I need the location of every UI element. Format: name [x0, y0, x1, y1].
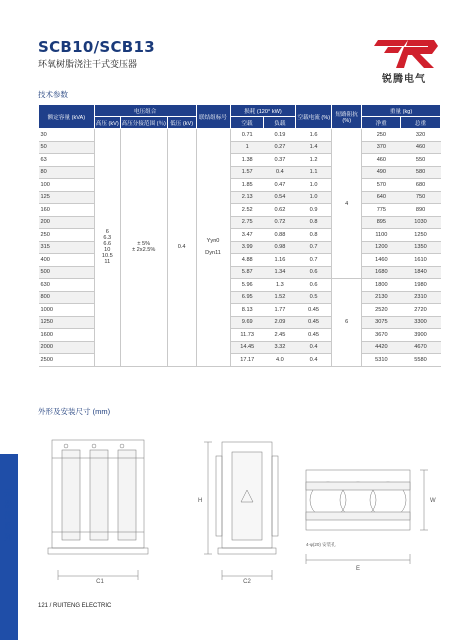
table-cell-net: 370	[362, 141, 401, 154]
table-cell-p0: 14.45	[230, 341, 264, 354]
table-cell-p0: 1	[230, 141, 264, 154]
dim-label-w: W	[430, 498, 436, 504]
page-title: SCB10/SCB13	[38, 38, 156, 56]
table-cell-net: 4420	[362, 341, 401, 354]
header-impedance: 短路阻抗 (%)	[332, 105, 362, 129]
table-cell-pk: 1.3	[264, 279, 296, 292]
table-cell-kva: 1000	[39, 304, 95, 317]
table-cell-i0: 0.4	[296, 354, 332, 367]
header-vector-group: 联结组标号	[196, 105, 230, 129]
table-cell-pk: 4.0	[264, 354, 296, 367]
top-view-drawing	[306, 470, 428, 564]
table-cell-gross: 3900	[401, 329, 441, 342]
front-view-drawing	[48, 440, 148, 580]
header-voltage-group: 电压组合	[94, 105, 196, 117]
page-subtitle: 环氧树脂浇注干式变压器	[38, 59, 138, 69]
table-cell-kva: 2000	[39, 341, 95, 354]
table-cell-kva: 2500	[39, 354, 95, 367]
dimension-drawings	[38, 420, 441, 585]
table-cell-gross: 460	[401, 141, 441, 154]
table-cell-i0: 1.6	[296, 129, 332, 142]
header-lv: 低压 (kV)	[167, 117, 196, 129]
table-cell-gross: 2310	[401, 291, 441, 304]
table-cell-p0: 4.88	[230, 254, 264, 267]
table-cell-net: 1800	[362, 279, 401, 292]
vector-group-cell: Yyn0 Dyn11	[196, 129, 230, 367]
impedance-cell-high: 6	[332, 279, 362, 367]
table-cell-kva: 400	[39, 254, 95, 267]
table-cell-p0: 2.52	[230, 204, 264, 217]
table-cell-gross: 1030	[401, 216, 441, 229]
table-cell-p0: 2.13	[230, 191, 264, 204]
header-weight-group: 重量 (kg)	[362, 105, 441, 117]
table-cell-gross: 1980	[401, 279, 441, 292]
table-cell-pk: 0.88	[264, 229, 296, 242]
table-cell-kva: 500	[39, 266, 95, 279]
table-cell-i0: 0.45	[296, 329, 332, 342]
table-cell-p0: 5.96	[230, 279, 264, 292]
table-cell-pk: 0.54	[264, 191, 296, 204]
table-cell-i0: 1.0	[296, 191, 332, 204]
table-cell-net: 775	[362, 204, 401, 217]
header-noload-current: 空载电流 (%)	[296, 105, 332, 129]
table-cell-pk: 1.34	[264, 266, 296, 279]
header-noload: 空载	[230, 117, 264, 129]
table-cell-i0: 0.45	[296, 304, 332, 317]
sidebar-band	[0, 454, 18, 640]
table-cell-gross: 2720	[401, 304, 441, 317]
table-cell-net: 570	[362, 179, 401, 192]
table-cell-kva: 160	[39, 204, 95, 217]
table-cell-net: 250	[362, 129, 401, 142]
table-cell-kva: 63	[39, 154, 95, 167]
table-cell-net: 3075	[362, 316, 401, 329]
table-cell-pk: 0.4	[264, 166, 296, 179]
table-cell-p0: 6.95	[230, 291, 264, 304]
table-cell-i0: 0.8	[296, 229, 332, 242]
dim-label-c2: C2	[243, 579, 251, 585]
header-loss-group: 损耗 (120° kW)	[230, 105, 296, 117]
section-technical-params: 技术参数	[38, 90, 68, 99]
table-cell-p0: 11.73	[230, 329, 264, 342]
brand-name: 锐腾电气	[382, 74, 426, 85]
table-cell-gross: 1250	[401, 229, 441, 242]
table-cell-kva: 125	[39, 191, 95, 204]
table-cell-p0: 1.85	[230, 179, 264, 192]
table-cell-gross: 680	[401, 179, 441, 192]
table-cell-net: 460	[362, 154, 401, 167]
table-cell-gross: 5580	[401, 354, 441, 367]
dim-label-h: H	[198, 498, 203, 504]
table-cell-i0: 0.6	[296, 279, 332, 292]
table-cell-i0: 1.1	[296, 166, 332, 179]
table-cell-pk: 1.52	[264, 291, 296, 304]
mounting-hole-note: 4-φ(20) 安装孔	[306, 542, 336, 547]
side-view-drawing	[204, 442, 278, 580]
table-cell-kva: 50	[39, 141, 95, 154]
sidebar-category-label: 元 器 件 系 列	[4, 489, 12, 542]
table-cell-pk: 0.62	[264, 204, 296, 217]
table-cell-kva: 30	[39, 129, 95, 142]
table-cell-i0: 0.7	[296, 241, 332, 254]
table-row	[39, 129, 441, 142]
table-cell-p0: 0.71	[230, 129, 264, 142]
table-cell-p0: 8.13	[230, 304, 264, 317]
tap-values-cell: ± 5% ± 2x2.5%	[120, 129, 167, 367]
table-cell-gross: 890	[401, 204, 441, 217]
table-cell-pk: 0.19	[264, 129, 296, 142]
table-cell-pk: 0.37	[264, 154, 296, 167]
table-cell-pk: 0.47	[264, 179, 296, 192]
table-cell-i0: 1.4	[296, 141, 332, 154]
table-cell-pk: 2.09	[264, 316, 296, 329]
table-cell-i0: 0.45	[296, 316, 332, 329]
table-cell-net: 2130	[362, 291, 401, 304]
table-cell-p0: 9.69	[230, 316, 264, 329]
table-cell-kva: 800	[39, 291, 95, 304]
table-cell-kva: 630	[39, 279, 95, 292]
table-cell-gross: 1840	[401, 266, 441, 279]
hv-values-cell: 6 6.3 6.6 10 10.5 11	[94, 129, 120, 367]
table-cell-pk: 1.77	[264, 304, 296, 317]
table-cell-gross: 1350	[401, 241, 441, 254]
dim-label-c1: C1	[96, 579, 104, 585]
table-cell-net: 1200	[362, 241, 401, 254]
table-cell-net: 1680	[362, 266, 401, 279]
table-cell-net: 3670	[362, 329, 401, 342]
table-cell-net: 5310	[362, 354, 401, 367]
table-cell-kva: 1250	[39, 316, 95, 329]
table-cell-net: 1460	[362, 254, 401, 267]
table-cell-net: 895	[362, 216, 401, 229]
table-cell-pk: 0.98	[264, 241, 296, 254]
table-cell-net: 1100	[362, 229, 401, 242]
table-cell-i0: 0.5	[296, 291, 332, 304]
table-cell-gross: 4670	[401, 341, 441, 354]
table-cell-gross: 1610	[401, 254, 441, 267]
header-load: 负载	[264, 117, 296, 129]
table-cell-gross: 550	[401, 154, 441, 167]
page-footer: 121 / RUITENG ELECTRIC	[38, 603, 112, 609]
table-cell-kva: 250	[39, 229, 95, 242]
lv-value-cell: 0.4	[167, 129, 196, 367]
table-cell-i0: 0.4	[296, 341, 332, 354]
table-cell-p0: 3.47	[230, 229, 264, 242]
table-cell-net: 640	[362, 191, 401, 204]
table-cell-gross: 320	[401, 129, 441, 142]
table-cell-kva: 200	[39, 216, 95, 229]
table-cell-i0: 1.0	[296, 179, 332, 192]
table-cell-kva: 80	[39, 166, 95, 179]
table-cell-p0: 2.75	[230, 216, 264, 229]
header-rated-capacity: 额定容量 (kVA)	[39, 105, 95, 129]
header-tap: 高压分接范围 (％)	[120, 117, 167, 129]
header-net: 净重	[362, 117, 401, 129]
table-cell-p0: 1.38	[230, 154, 264, 167]
table-cell-gross: 3300	[401, 316, 441, 329]
header-gross: 总重	[401, 117, 441, 129]
table-cell-i0: 0.7	[296, 254, 332, 267]
table-cell-pk: 2.45	[264, 329, 296, 342]
table-cell-gross: 580	[401, 166, 441, 179]
table-cell-net: 490	[362, 166, 401, 179]
table-cell-gross: 750	[401, 191, 441, 204]
spec-table	[38, 104, 441, 367]
table-cell-p0: 3.99	[230, 241, 264, 254]
table-cell-kva: 315	[39, 241, 95, 254]
impedance-cell-low: 4	[332, 129, 362, 279]
table-cell-i0: 0.6	[296, 266, 332, 279]
table-cell-i0: 0.9	[296, 204, 332, 217]
section-dimensions: 外形及安装尺寸 (mm)	[38, 407, 111, 416]
table-cell-kva: 1600	[39, 329, 95, 342]
table-cell-pk: 1.16	[264, 254, 296, 267]
header-hv: 高压 (kV)	[94, 117, 120, 129]
table-cell-kva: 100	[39, 179, 95, 192]
table-cell-pk: 3.32	[264, 341, 296, 354]
table-cell-net: 2520	[362, 304, 401, 317]
table-cell-p0: 1.57	[230, 166, 264, 179]
table-cell-pk: 0.72	[264, 216, 296, 229]
table-cell-p0: 17.17	[230, 354, 264, 367]
table-cell-p0: 5.87	[230, 266, 264, 279]
table-cell-pk: 0.27	[264, 141, 296, 154]
table-cell-i0: 0.8	[296, 216, 332, 229]
dim-label-e: E	[355, 566, 361, 572]
table-cell-i0: 1.2	[296, 154, 332, 167]
